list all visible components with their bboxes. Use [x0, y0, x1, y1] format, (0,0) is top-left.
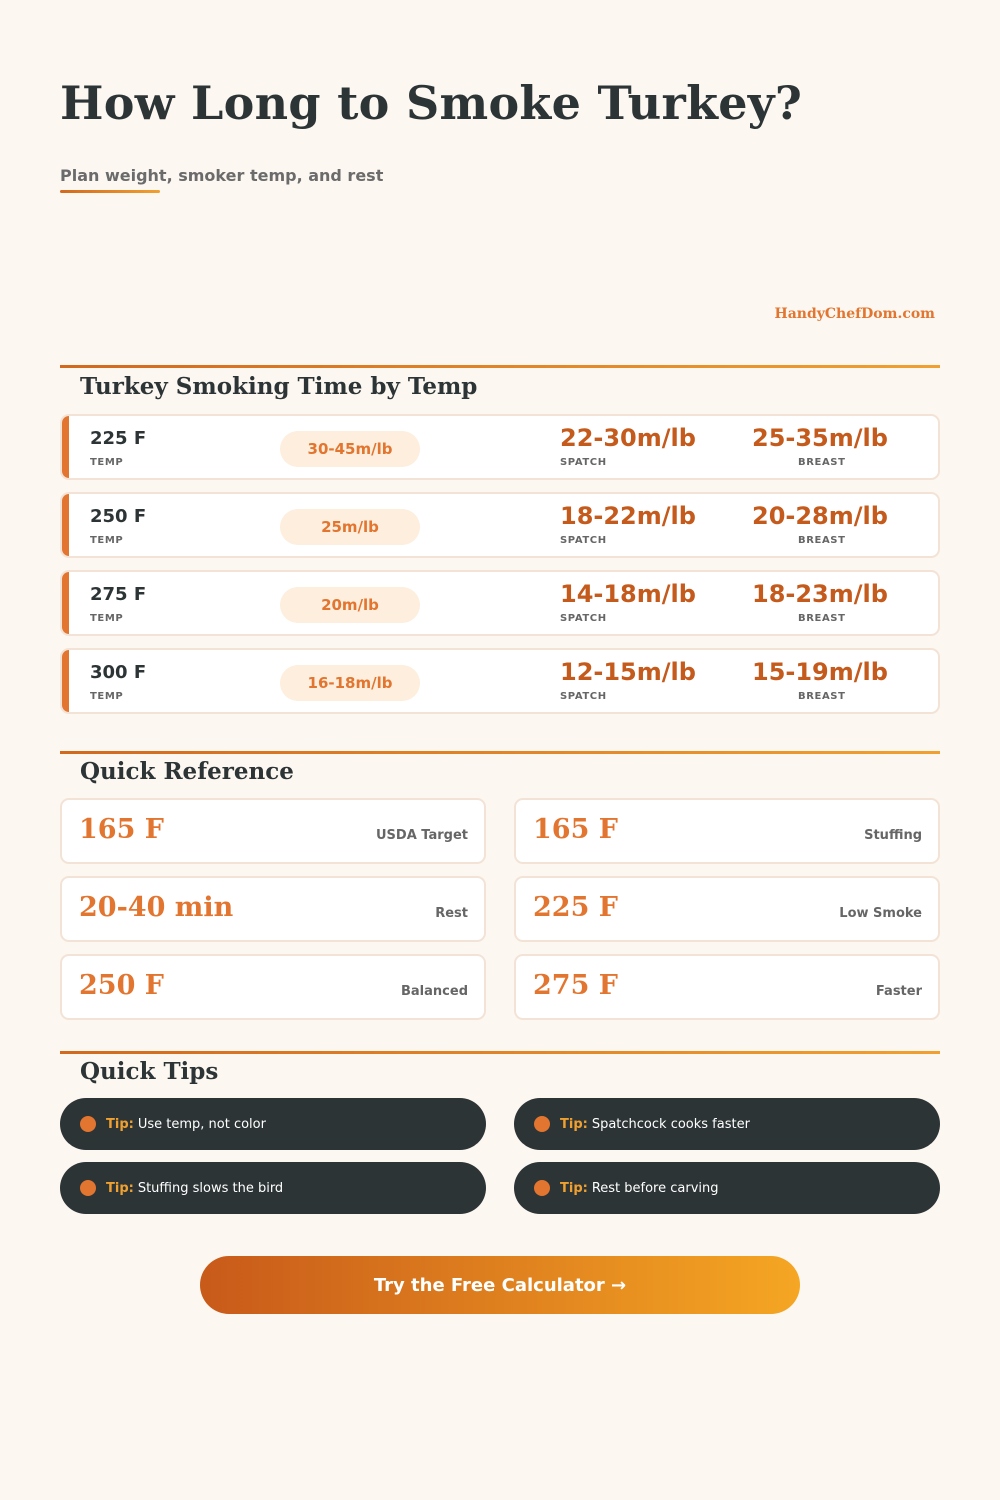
time-row	[60, 414, 940, 480]
reference-label: Rest	[435, 906, 468, 921]
tip-text: Use temp, not color	[137, 1116, 266, 1132]
breast-time: 25-35m/lb	[752, 424, 888, 452]
tip-pill	[514, 1162, 940, 1214]
time-row	[60, 648, 940, 714]
section-divider-tips	[60, 1051, 940, 1054]
tip-bullet-icon	[80, 1180, 96, 1196]
whole-bird-time-pill: 25m/lb	[280, 509, 420, 545]
tip-text: Stuffing slows the bird	[137, 1180, 284, 1196]
reference-label: Balanced	[401, 984, 468, 999]
breast-label: BREAST	[798, 691, 846, 702]
reference-label: Faster	[875, 984, 922, 999]
spatch-label: SPATCH	[560, 535, 607, 546]
temp-label: TEMP	[90, 535, 124, 546]
quick-tips-title: Quick Tips	[80, 1058, 219, 1085]
tip-pill	[60, 1162, 486, 1214]
brand-link[interactable]: HandyChefDom.com	[774, 306, 935, 322]
spatch-label: SPATCH	[560, 613, 607, 624]
reference-label: USDA Target	[375, 828, 468, 843]
time-row	[60, 570, 940, 636]
spatch-time: 12-15m/lb	[560, 658, 696, 686]
time-table-title: Turkey Smoking Time by Temp	[80, 373, 478, 400]
reference-value: 225 F	[533, 892, 618, 923]
tip-pill	[60, 1098, 486, 1150]
reference-card	[514, 876, 940, 942]
section-divider-reference	[60, 751, 940, 754]
breast-label: BREAST	[798, 457, 846, 468]
section-divider-time	[60, 365, 940, 368]
row-temp: 300 F	[90, 662, 147, 683]
reference-value: 20-40 min	[79, 892, 234, 923]
row-accent-bar	[62, 650, 69, 712]
temp-label: TEMP	[90, 457, 124, 468]
row-temp: 225 F	[90, 428, 147, 449]
reference-card	[514, 798, 940, 864]
page-subtitle: Plan weight, smoker temp, and rest	[60, 166, 384, 185]
whole-bird-time-pill: 20m/lb	[280, 587, 420, 623]
tip-prefix: Tip:	[560, 1180, 588, 1196]
breast-time: 18-23m/lb	[752, 580, 888, 608]
time-row	[60, 492, 940, 558]
tip-bullet-icon	[534, 1180, 550, 1196]
tip-text: Rest before carving	[591, 1180, 719, 1196]
row-accent-bar	[62, 572, 69, 634]
free-calculator-button[interactable]: Try the Free Calculator →	[200, 1256, 800, 1314]
spatch-time: 18-22m/lb	[560, 502, 696, 530]
tip-prefix: Tip:	[560, 1116, 588, 1132]
reference-value: 165 F	[533, 814, 618, 845]
breast-label: BREAST	[798, 535, 846, 546]
reference-value: 250 F	[79, 970, 164, 1001]
breast-label: BREAST	[798, 613, 846, 624]
spatch-time: 22-30m/lb	[560, 424, 696, 452]
breast-time: 20-28m/lb	[752, 502, 888, 530]
reference-card	[60, 954, 486, 1020]
tip-pill	[514, 1098, 940, 1150]
subtitle-underline	[60, 190, 160, 193]
reference-label: Stuffing	[864, 828, 922, 843]
reference-card	[60, 876, 486, 942]
breast-time: 15-19m/lb	[752, 658, 888, 686]
reference-card	[60, 798, 486, 864]
tip-prefix: Tip:	[106, 1116, 134, 1132]
reference-value: 165 F	[79, 814, 164, 845]
row-temp: 275 F	[90, 584, 147, 605]
tip-prefix: Tip:	[106, 1180, 134, 1196]
tip-bullet-icon	[534, 1116, 550, 1132]
quick-reference-title: Quick Reference	[80, 758, 294, 785]
temp-label: TEMP	[90, 691, 124, 702]
reference-label: Low Smoke	[839, 906, 922, 921]
tip-bullet-icon	[80, 1116, 96, 1132]
whole-bird-time-pill: 30-45m/lb	[280, 431, 420, 467]
whole-bird-time-pill: 16-18m/lb	[280, 665, 420, 701]
spatch-label: SPATCH	[560, 691, 607, 702]
tip-text: Spatchcock cooks faster	[591, 1116, 750, 1132]
row-accent-bar	[62, 494, 69, 556]
reference-value: 275 F	[533, 970, 618, 1001]
spatch-label: SPATCH	[560, 457, 607, 468]
reference-card	[514, 954, 940, 1020]
temp-label: TEMP	[90, 613, 124, 624]
page-title: How Long to Smoke Turkey?	[60, 76, 803, 130]
row-accent-bar	[62, 416, 69, 478]
row-temp: 250 F	[90, 506, 147, 527]
spatch-time: 14-18m/lb	[560, 580, 696, 608]
